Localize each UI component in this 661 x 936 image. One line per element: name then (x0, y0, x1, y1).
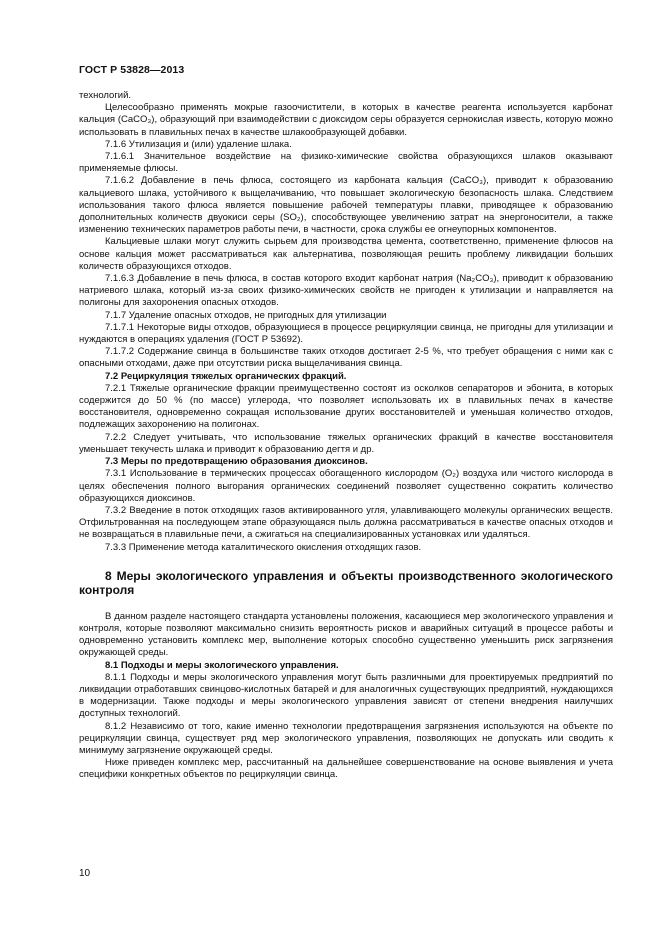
subsection-heading: 7.3 Меры по предотвращению образования диоксинов. (105, 456, 368, 468)
paragraph: 7.2.1 Тяжелые органические фракции преимущественно состоят из осколков сепараторов и эбонита, в которых содержится до 50 % (по массе) углерода, что позволяет использовать их в плавильных печах в качестве восстановителя, одновременно сокращая использование других восстановителей и уменьшая количество отходов, подлежащих захоронению на полигонах. (79, 382, 613, 431)
clause-heading: 7.1.6 Утилизация и (или) удаление шлака. (105, 138, 292, 150)
page-number: 10 (79, 868, 91, 879)
paragraph: 7.1.7.2 Содержание свинца в большинстве таких отходов достигает 2-5 %, что требует обращения с ними как с опасными отходами, даже при отсутствии риска выщелачивания свинца. (79, 346, 613, 370)
section-heading: 8 Меры экологического управления и объекты производственного экологического контроля (79, 568, 613, 598)
paragraph: 7.3.2 Введение в поток отходящих газов активированного угля, улавливающего молекулы органических веществ. Отфильтрованная на последующем этапе образующаяся пыль должна рассматриваться в качестве опасных отходов и не возвращаться в плавильные печи, а сжигаться на специализированных установках или удаляться. (79, 504, 613, 541)
paragraph: 8.1.1 Подходы и меры экологического управления могут быть различными для проектируемых предприятий по ликвидации отработавших свинцово-кислотных батарей и для аналогичных существующих предприятий, нуждающихся в модернизации. Также подходы и меры экологического управления зависят от степени внедрения наилучших доступных технологий. (79, 671, 613, 720)
standard-header: ГОСТ Р 53828—2013 (79, 64, 185, 76)
paragraph: 7.1.7.1 Некоторые виды отходов, образующиеся в процессе рециркуляции свинца, не пригодны для утилизации и нуждаются в операциях удаления (ГОСТ Р 53692). (79, 321, 613, 346)
paragraph: 7.3.1 Использование в термических процессах обогащенного кислородом (O₂) воздуха или чистого кислорода в целях обеспечения полного выгорания органических соединений позволяет существенно сократить количество образующихся диоксинов. (79, 468, 613, 504)
paragraph: технологий. (79, 90, 132, 101)
subsection-heading: 7.2 Рециркуляция тяжелых органических фракций. (105, 370, 347, 382)
paragraph: Целесообразно применять мокрые газоочистители, в которых в качестве реагента используется карбонат кальция (CaCO₃), образующий при взаимодействии с диоксидом серы образуется сернокислая известь, которую можно использовать в плавильных печах в качестве шлакообразующей добавки. (79, 102, 613, 138)
paragraph: 7.2.2 Следует учитывать, что использование тяжелых органических фракций в качестве восстановителя уменьшает текучесть шлака и приводит к образованию дегтя и др. (79, 431, 613, 455)
document-body (79, 90, 613, 782)
clause-heading: 7.1.7 Удаление опасных отходов, не пригодных для утилизации (105, 309, 387, 321)
paragraph: 7.1.6.2 Добавление в печь флюса, состоящего из карбоната кальция (CaCO₃), приводит к образованию кальциевого шлака, устойчивого к выщелачиванию, что повышает экологическую безопасность шлака. Следствием использования такого флюса является повышение рабочей температуры плавки, приводящее к образованию дополнительных количеств двуокиси серы (SO₂), способствующее увеличению затрат на энергоносители, а также изменению технических параметров работы печи, в частности, срока службы ее огнеупорных компонентов. (79, 175, 613, 236)
subsection-heading: 8.1 Подходы и меры экологического управления. (105, 659, 339, 671)
paragraph: 7.1.6.1 Значительное воздействие на физико-химические свойства образующихся шлаков оказывают применяемые флюсы. (79, 151, 613, 175)
paragraph: 8.1.2 Независимо от того, какие именно технологии предотвращения загрязнения используются на объекте по рециркуляции свинца, существует ряд мер экологического управления, позволяющих не допускать или сводить к минимуму загрязнение окружающей среды. (79, 720, 613, 756)
paragraph: Кальциевые шлаки могут служить сырьем для производства цемента, соответственно, применение флюсов на основе кальция может рассматриваться как альтернатива, позволяющая решить проблему ликвидации больших количеств образующихся отходов. (79, 236, 613, 272)
paragraph: 7.1.6.3 Добавление в печь флюса, в состав которого входит карбонат натрия (Na₂CO₃), приводит к образованию натриевого шлака, который из-за своих физико-химических свойств не пригоден к утилизации и направляется на полигоны для захоронения опасных отходов. (79, 273, 613, 309)
paragraph: В данном разделе настоящего стандарта установлены положения, касающиеся мер экологического управления и контроля, которые позволяют максимально снизить вероятность рисков и аварийных ситуаций в процессе работы и одновременно установить комплекс мер, выполнение которых способно существенно уменьшить риск загрязнения окружающей среды. (79, 610, 613, 659)
paragraph: 7.3.3 Применение метода каталитического окисления отходящих газов. (105, 541, 422, 553)
paragraph: Ниже приведен комплекс мер, рассчитанный на дальнейшее совершенствование на основе выявления и учета специфики конкретных объектов по рециркуляции свинца. (79, 757, 613, 781)
